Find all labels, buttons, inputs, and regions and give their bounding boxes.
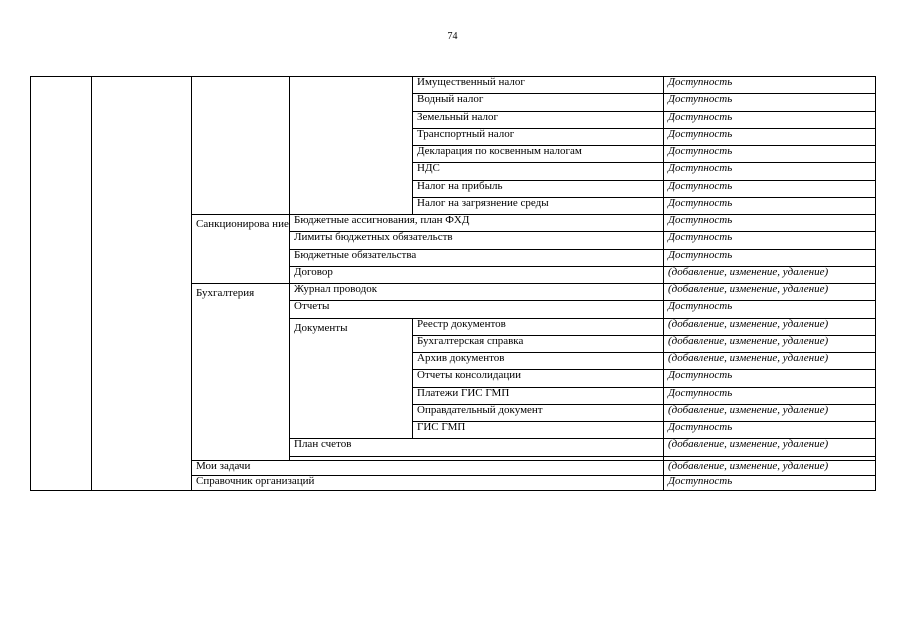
- access-cell: (добавление, изменение, удаление): [664, 284, 876, 301]
- item-cell: Мои задачи: [192, 460, 664, 475]
- item-cell: Налог на прибыль: [413, 180, 664, 197]
- item-cell: Бухгалтерская справка: [413, 335, 664, 352]
- access-cell: (добавление, изменение, удаление): [664, 404, 876, 421]
- page-number: 74: [447, 31, 458, 42]
- item-cell: Бюджетные ассигнования, план ФХД: [290, 215, 664, 232]
- item-cell: План счетов: [290, 439, 664, 456]
- item-cell: Журнал проводок: [290, 284, 664, 301]
- access-cell: Доступность: [664, 232, 876, 249]
- access-cell: (добавление, изменение, удаление): [664, 439, 876, 456]
- item-cell: Договор: [290, 266, 664, 283]
- access-cell: Доступность: [664, 128, 876, 145]
- item-cell: Оправдательный документ: [413, 404, 664, 421]
- item-cell: Имущественный налог: [413, 77, 664, 94]
- access-cell: Доступность: [664, 77, 876, 94]
- item-cell: Платежи ГИС ГМП: [413, 387, 664, 404]
- item-cell: Архив документов: [413, 353, 664, 370]
- item-cell: Реестр документов: [413, 318, 664, 335]
- table-row: [31, 77, 876, 94]
- permissions-table: [30, 76, 876, 491]
- access-cell: Доступность: [664, 387, 876, 404]
- item-cell: Бюджетные обязательства: [290, 249, 664, 266]
- blank-cell-col2: [92, 77, 192, 491]
- access-cell: (добавление, изменение, удаление): [664, 335, 876, 352]
- item-cell: Транспортный налог: [413, 128, 664, 145]
- access-cell: Доступность: [664, 475, 876, 490]
- item-cell: Отчеты: [290, 301, 664, 318]
- access-cell: (добавление, изменение, удаление): [664, 460, 876, 475]
- access-cell: Доступность: [664, 249, 876, 266]
- access-cell: Доступность: [664, 422, 876, 439]
- access-cell: Доступность: [664, 197, 876, 214]
- access-cell: (добавление, изменение, удаление): [664, 266, 876, 283]
- item-cell: Справочник организаций: [192, 475, 664, 490]
- access-cell: Доступность: [664, 111, 876, 128]
- item-cell: Налог на загрязнение среды: [413, 197, 664, 214]
- item-cell: Земельный налог: [413, 111, 664, 128]
- section-label-bukhgalteriya: Бухгалтерия: [192, 284, 290, 461]
- section-label-sanktsionirovanie: Санкционирова ние: [192, 215, 290, 284]
- access-cell: Доступность: [664, 163, 876, 180]
- access-cell: Доступность: [664, 180, 876, 197]
- access-cell: Доступность: [664, 301, 876, 318]
- access-cell: Доступность: [664, 215, 876, 232]
- item-cell: Декларация по косвенным налогам: [413, 146, 664, 163]
- section-label-dokumenty: Документы: [290, 318, 413, 439]
- blank-cell-col4: [290, 77, 413, 215]
- blank-cell-col3: [192, 77, 290, 215]
- item-cell: ГИС ГМП: [413, 422, 664, 439]
- item-cell: Водный налог: [413, 94, 664, 111]
- item-cell: Отчеты консолидации: [413, 370, 664, 387]
- access-cell: Доступность: [664, 146, 876, 163]
- access-cell: Доступность: [664, 94, 876, 111]
- access-cell: Доступность: [664, 370, 876, 387]
- item-cell: НДС: [413, 163, 664, 180]
- item-cell: Лимиты бюджетных обязательств: [290, 232, 664, 249]
- access-cell: (добавление, изменение, удаление): [664, 353, 876, 370]
- access-cell: (добавление, изменение, удаление): [664, 318, 876, 335]
- blank-cell-col1: [31, 77, 92, 491]
